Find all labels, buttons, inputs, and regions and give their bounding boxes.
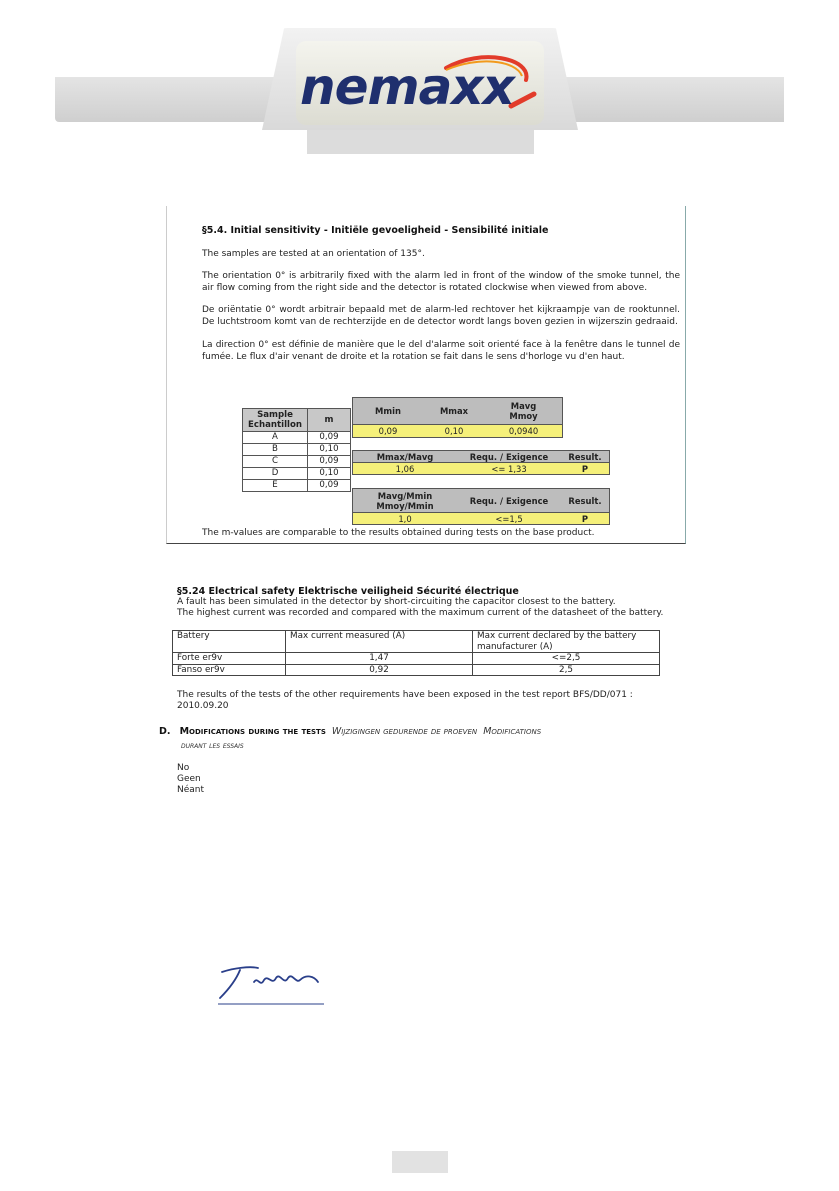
mavg-header [485,401,562,421]
section-d-heading [159,726,541,737]
result-value: P [581,513,589,524]
declared-cell: <=2,5 [473,653,660,665]
ratio2-header [353,491,457,511]
battery-table [172,630,660,676]
requirement-header: Requ. / Exigence [469,451,549,462]
table-row [243,480,351,492]
signature [214,962,326,1008]
mmax-value: 0,10 [444,426,464,436]
ratio1-value: 1,06 [395,463,415,474]
mmin-value: 0,09 [378,426,398,436]
table-row [243,432,351,444]
table-row [243,468,351,480]
sample-header [243,409,308,432]
section-d-title-fr: Modifications [483,726,542,737]
sample-cell: D [243,468,308,480]
requirement-value: <=1,5 [495,513,523,524]
m-cell: 0,09 [308,432,351,444]
measured-header: Max current measured (A) [286,631,473,653]
declared-cell: 2,5 [473,664,660,676]
section-5-24-title: §5.24 Electrical safety Elektrische veiligheid Sécurité électrique [177,586,519,597]
sample-cell: C [243,456,308,468]
section-5-24-note-b: 2010.09.20 [177,701,229,711]
measured-cell: 0,92 [286,664,473,676]
m-cell: 0,09 [308,480,351,492]
section-5-24-p1: A fault has been simulated in the detector by short-circuiting the capacitor closest to the battery. [177,597,616,607]
section-d-title-en: Modifications during the tests [179,726,326,737]
mmin-header: Mmin [375,406,401,416]
requirement-value: <= 1,33 [491,463,527,474]
sample-header-en: Sample [257,410,293,420]
logo-text: nemaxx [300,58,514,116]
ratio2-label-a: Mavg/Mmin [377,490,433,501]
section-5-4-conclusion: The m-values are comparable to the results obtained during tests on the base product. [202,528,595,538]
result-header: Result. [568,451,602,462]
answer-fr: Néant [177,785,205,795]
result-value: P [581,463,589,474]
sample-cell: E [243,480,308,492]
battery-header: Battery [173,631,286,653]
mmoy-label: Mmoy [509,411,538,421]
sample-table [242,408,351,492]
m-cell: 0,10 [308,468,351,480]
declared-header: Max current declared by the battery manufacturer (A) [473,631,660,653]
sample-header-fr: Echantillon [248,420,302,430]
table-row [243,444,351,456]
ratio-box-1 [352,450,610,475]
nemaxx-logo [296,54,544,118]
ratio2-value: 1,0 [398,513,412,524]
result-header: Result. [568,495,602,506]
battery-cell: Fanso er9v [173,664,286,676]
ratio-box-2 [352,488,610,525]
measured-cell: 1,47 [286,653,473,665]
section-5-4-fr: La direction 0° est définie de manière que le del d'alarme soit orienté face à la fenêtre dans le tunnel de fumée. Le flux d'air venant de droite et la rotation se fait dans le sens d'horloge vu d'en haut. [202,340,680,362]
sample-cell: B [243,444,308,456]
sample-cell: A [243,432,308,444]
section-d-title-nl: Wijzigingen gedurende de proeven [331,726,478,737]
battery-cell: Forte er9v [173,653,286,665]
section-5-4-en: The orientation 0° is arbitrarily fixed with the alarm led in front of the window of the smoke tunnel, the air flow coming from the right side and the detector is rotated clockwise when viewed from above. [202,271,680,293]
m-cell: 0,09 [308,456,351,468]
header-band-left [55,77,277,122]
answer-en: No [177,763,190,773]
answer-nl: Geen [177,774,201,784]
mmax-header: Mmax [439,406,469,416]
ratio1-header: Mmax/Mavg [376,451,434,462]
stats-box [352,397,563,438]
section-d-letter: D. [159,726,171,737]
section-5-4-nl: De oriëntatie 0° wordt arbitrair bepaald met de alarm-led rechtover het kijkraampje van de rooktunnel. De luchtstroom komt van de rechterzijde en de detector wordt langs boven gezien in wijzerszin gedraaid. [202,305,680,327]
mavg-label: Mavg [510,401,537,411]
mavg-value: 0,0940 [508,426,539,436]
header-band-right [562,77,784,122]
page-number-box [392,1151,448,1173]
ratio2-label-b: Mmoy/Mmin [376,500,434,511]
requirement-header: Requ. / Exigence [469,495,549,506]
m-cell: 0,10 [308,444,351,456]
m-header: m [308,409,351,432]
section-d-title-fr-cont: durant les essais [181,741,244,751]
table-header-row [173,631,660,653]
header-underbar [307,130,534,154]
table-row [173,664,660,676]
table-row [243,456,351,468]
section-5-4-title: §5.4. Initial sensitivity - Initiële gevoeligheid - Sensibilité initiale [202,225,549,236]
section-5-4-intro: The samples are tested at an orientation of 135°. [202,249,425,259]
table-row [173,653,660,665]
section-5-24-note-a: The results of the tests of the other requirements have been exposed in the test report BFS/DD/071 : [177,690,633,700]
section-5-24-p2: The highest current was recorded and compared with the maximum current of the datasheet of the battery. [177,608,664,618]
